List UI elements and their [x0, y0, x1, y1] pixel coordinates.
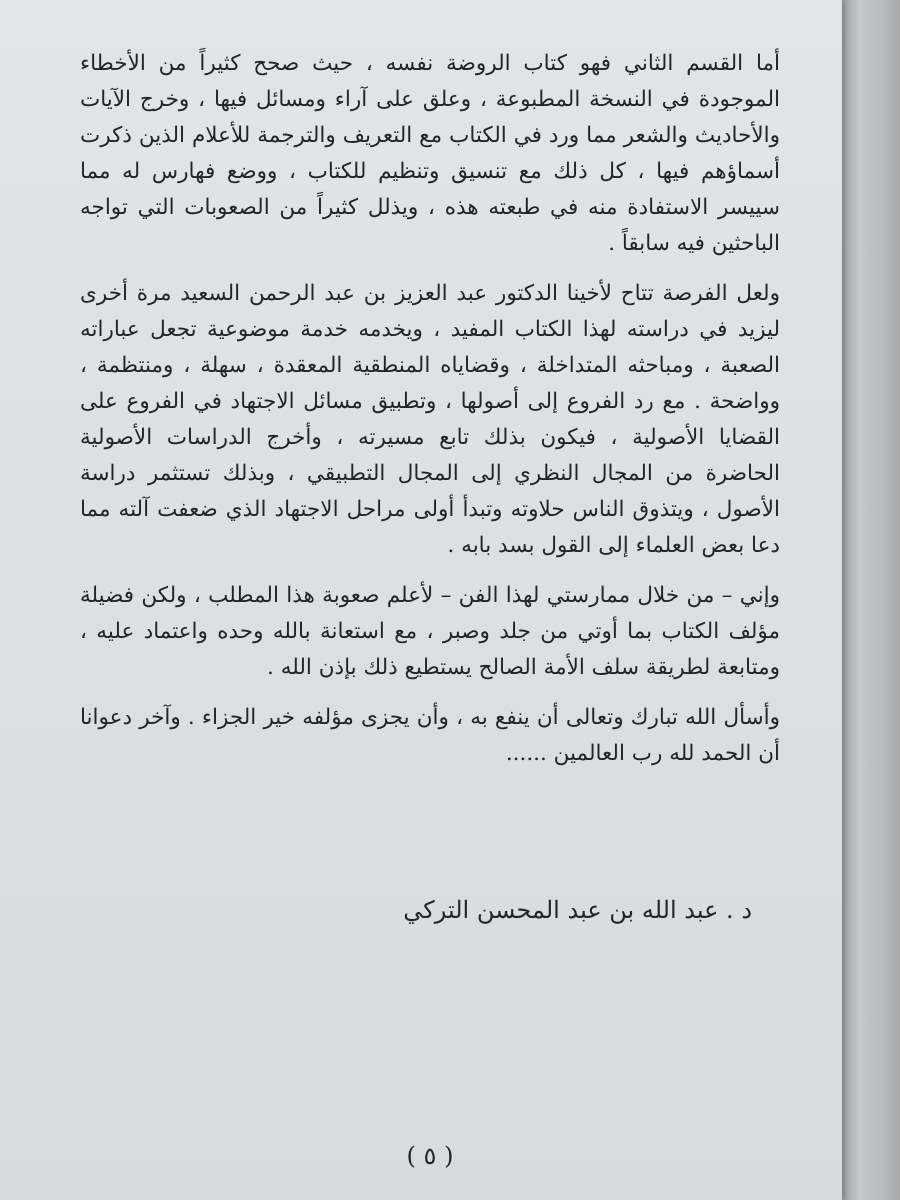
- paragraph-3: وإني – من خلال ممارستي لهذا الفن – لأعلم صعوبة هذا المطلب ، ولكن فضيلة مؤلف الكتاب بما أوتي من جلد وصبر ، مع استعانة بالله وحده واعتماد عليه ، ومتابعة لطريقة سلف الأمة الصالح يستطيع ذلك بإذن الله .: [80, 583, 780, 680]
- page-number: ( ٥ ): [406, 1142, 454, 1170]
- paragraph-4: وأسأل الله تبارك وتعالى أن ينفع به ، وأن يجزى مؤلفه خير الجزاء . وآخر دعوانا أن الحمد لله رب العالمين ......: [80, 705, 780, 766]
- author-signature: د . عبد الله بن عبد المحسن التركي: [403, 896, 752, 924]
- paragraph-2: ولعل الفرصة تتاح لأخينا الدكتور عبد العزيز بن عبد الرحمن السعيد مرة أخرى ليزيد في دراسته لهذا الكتاب المفيد ، ويخدمه خدمة موضوعية تجعل عباراته الصعبة ، ومباحثه المتداخلة ، وقضاياه المنطقية المعقدة ، سهلة ، ومنتظمة ، وواضحة . مع رد الفروع إلى أصولها ، وتطبيق مسائل الاجتهاد في الفروع على القضايا الأصولية ، فيكون بذلك تابع مسيرته ، وأخرج الدراسات الأصولية الحاضرة من المجال النظري إلى المجال التطبيقي ، وبذلك تستثمر دراسة الأصول ، ويتذوق الناس حلاوته وتبدأ أولى مراحل الاجتهاد الذي ضعفت آلته مما دعا بعض العلماء إلى القول بسد بابه .: [80, 281, 780, 558]
- paragraph-1: أما القسم الثاني فهو كتاب الروضة نفسه ، حيث صحح كثيراً من الأخطاء الموجودة في النسخة المطبوعة ، وعلق على آراء ومسائل فيها ، وخرج الآيات والأحاديث والشعر مما ورد في الكتاب مع التعريف والترجمة للأعلام الذين ذكرت أسماؤهم فيها ، كل ذلك مع تنسيق وتنظيم للكتاب ، ووضع فهارس له مما سييسر الاستفادة منه في طبعته هذه ، ويذلل كثيراً من الصعوبات التي تواجه الباحثين فيه سابقاً .: [80, 51, 780, 256]
- body-text: [80, 46, 780, 772]
- book-spine: [842, 0, 900, 1200]
